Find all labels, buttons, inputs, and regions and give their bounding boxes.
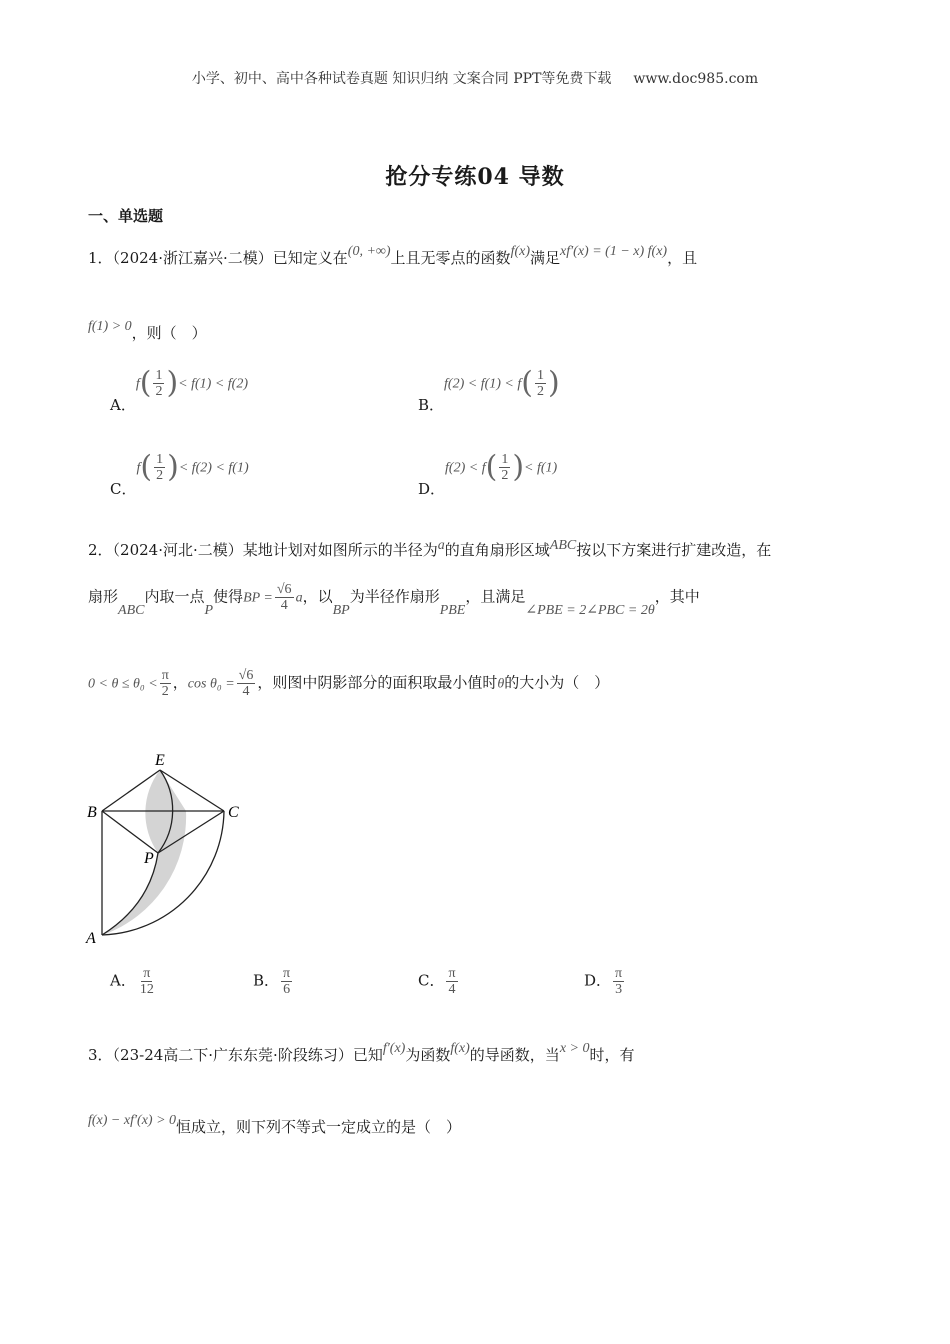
- q1-fx: f(x): [510, 244, 530, 259]
- option-label: A．: [110, 971, 136, 990]
- q1-condition2: f(1) > 0: [88, 319, 132, 334]
- option-fraction: $\frac{\pi}{3}$: [615, 966, 623, 997]
- q2-fraction: $\frac{√6}{4}$: [276, 582, 292, 613]
- option-label: C．: [418, 971, 445, 990]
- q3-math: f(x): [450, 1041, 470, 1056]
- option-expr: f(2) < f(1) < f: [444, 376, 522, 392]
- q2-math: PBE: [439, 602, 466, 618]
- option-fraction: $\frac{\pi}{12}$: [139, 966, 154, 997]
- option-fraction: $\frac{1}{2}$: [156, 452, 164, 483]
- q2-text: ，以: [302, 587, 333, 606]
- q2-math: ABC: [118, 602, 145, 618]
- label-p: P: [144, 850, 154, 867]
- q2-text: 扇形: [88, 587, 119, 606]
- page-title: 抢分专练04 导数: [385, 164, 565, 190]
- label-a: A: [86, 930, 96, 947]
- option-expr: < f(1): [524, 460, 558, 476]
- q1-source: （2024·浙江嘉兴·二模）: [112, 249, 273, 267]
- q1-option-c[interactable]: C．f( $\frac{1}{2}$ )< f(2) < f(1): [110, 449, 249, 498]
- option-expr: < f(1) < f(2): [178, 376, 248, 392]
- q1-line1: [88, 241, 697, 269]
- q3-math: f(x) − xf′(x) > 0: [88, 1113, 177, 1128]
- q2-source: （2024·河北·二模）: [112, 541, 243, 559]
- q2-option-d[interactable]: [584, 966, 626, 997]
- option-label: D．: [418, 479, 446, 498]
- q2-math: P: [204, 602, 214, 618]
- q1-number: 1．: [88, 249, 113, 267]
- q2-line2: [88, 582, 700, 618]
- option-expr: f(2) < f: [445, 460, 486, 476]
- q2-math: 0 < θ ≤ θ₀ <: [88, 676, 158, 692]
- q1-option-a[interactable]: A．f( $\frac{1}{2}$ )< f(1) < f(2): [110, 365, 248, 414]
- q3-number: 3．: [88, 1046, 113, 1064]
- q2-fraction: $\frac{√6}{4}$: [238, 668, 254, 699]
- label-c: C: [228, 804, 239, 821]
- q2-text: 按以下方案进行扩建改造，在: [576, 541, 772, 559]
- q2-option-a[interactable]: [110, 966, 158, 997]
- option-label: C．: [110, 479, 137, 498]
- q2-math: cos θ₀ =: [187, 676, 235, 692]
- q2-text: 为半径作扇形: [349, 587, 440, 606]
- page-header: [0, 68, 950, 88]
- option-expr: f: [135, 376, 140, 392]
- header-site[interactable]: www.doc985.com: [633, 71, 759, 87]
- label-b: B: [87, 804, 97, 821]
- option-fraction: $\frac{1}{2}$: [536, 368, 544, 399]
- q2-text: 内取一点: [144, 587, 205, 606]
- option-fraction: $\frac{\pi}{4}$: [448, 966, 456, 997]
- q3-line1: [88, 1038, 635, 1066]
- option-fraction: $\frac{\pi}{6}$: [283, 966, 291, 997]
- q3-text: 的导函数，当: [469, 1046, 560, 1064]
- q1-option-d[interactable]: D．f(2) < f( $\frac{1}{2}$ )< f(1): [418, 449, 558, 498]
- q2-math: BP =: [243, 590, 273, 606]
- q2-text: 的大小为（ ）: [504, 673, 610, 692]
- q2-option-b[interactable]: [253, 966, 294, 997]
- option-label: B．: [253, 971, 280, 990]
- option-expr: f: [136, 460, 141, 476]
- q2-line1: [88, 535, 771, 561]
- option-label: B．: [418, 395, 445, 414]
- q2-text: 使得: [213, 587, 244, 606]
- option-fraction: $\frac{1}{2}$: [155, 368, 163, 399]
- q1-text: 满足: [530, 249, 561, 267]
- q2-text: 某地计划对如图所示的半径为: [242, 541, 438, 559]
- q2-number: 2．: [88, 541, 113, 559]
- q2-text: 的直角扇形区域: [444, 541, 550, 559]
- q2-option-c[interactable]: [418, 966, 460, 997]
- q1-option-b[interactable]: B．f(2) < f(1) < f( $\frac{1}{2}$ ): [418, 365, 560, 414]
- q3-source: （23-24高二下·广东东莞·阶段练习）: [112, 1046, 353, 1064]
- option-expr: < f(2) < f(1): [178, 460, 249, 476]
- header-text: 小学、初中、高中各种试卷真题 知识归纳 文案合同 PPT等免费下载: [191, 71, 612, 87]
- option-fraction: $\frac{1}{2}$: [501, 452, 509, 483]
- q2-math: a: [437, 538, 445, 553]
- q1-text: ，则（ ）: [131, 324, 207, 342]
- q2-line3: [88, 668, 609, 699]
- q2-text: ，且满足: [465, 587, 526, 606]
- q2-math: θ: [497, 676, 505, 692]
- q2-math: BP: [332, 602, 350, 618]
- q2-math: a: [295, 590, 303, 606]
- q2-math: ∠PBE = 2∠PBC = 2θ: [525, 602, 655, 618]
- q1-text: ，且: [667, 249, 698, 267]
- q1-domain: (0, +∞): [347, 244, 391, 259]
- q2-math: ABC: [549, 538, 577, 553]
- q2-text: ，: [172, 673, 188, 692]
- option-label: A．: [110, 395, 136, 414]
- q3-line2: [88, 1110, 461, 1138]
- label-e: E: [155, 752, 165, 769]
- q3-math: f′(x): [382, 1041, 406, 1056]
- q1-text: 上且无零点的函数: [390, 249, 511, 267]
- q1-line2: [88, 316, 207, 344]
- q2-text: ，则图中阴影部分的面积取最小值时: [257, 673, 498, 692]
- q2-text: ，其中: [654, 587, 700, 606]
- option-label: D．: [584, 971, 612, 990]
- q1-condition: xf′(x) = (1 − x) f(x): [560, 244, 668, 259]
- section-heading: 一、单选题: [88, 207, 164, 225]
- q1-text: 已知定义在: [272, 249, 348, 267]
- q3-text: 时，有: [589, 1046, 635, 1064]
- q3-text: 恒成立，则下列不等式一定成立的是（ ）: [176, 1118, 462, 1136]
- q3-math: x > 0: [559, 1041, 590, 1056]
- q3-text: 已知: [352, 1046, 383, 1064]
- q2-figure: [82, 745, 252, 950]
- q3-text: 为函数: [405, 1046, 451, 1064]
- q2-fraction: $\frac{\pi}{2}$: [161, 668, 169, 699]
